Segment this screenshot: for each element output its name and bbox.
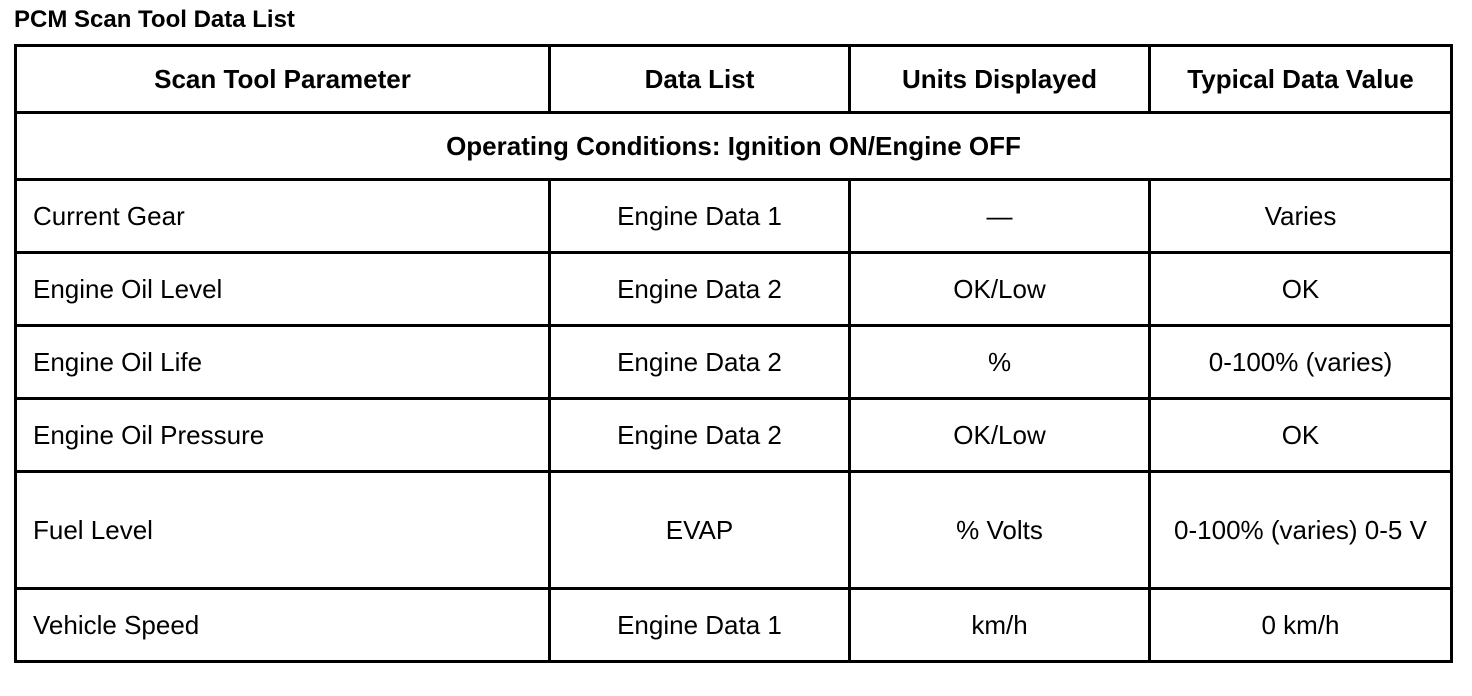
column-header-data-list: Data List (550, 46, 850, 113)
typical-value-cell: 0-100% (varies) 0-5 V (1150, 472, 1452, 589)
column-header-units: Units Displayed (850, 46, 1150, 113)
typical-value-cell: Varies (1150, 180, 1452, 253)
data-list-cell: Engine Data 1 (550, 589, 850, 662)
data-list-cell: Engine Data 1 (550, 180, 850, 253)
units-cell: OK/Low (850, 253, 1150, 326)
parameter-cell: Engine Oil Pressure (16, 399, 550, 472)
data-list-cell: EVAP (550, 472, 850, 589)
data-list-cell: Engine Data 2 (550, 326, 850, 399)
table-row (16, 472, 1452, 589)
typical-value-cell: OK (1150, 253, 1452, 326)
section-row (16, 113, 1452, 180)
operating-conditions-heading: Operating Conditions: Ignition ON/Engine OFF (16, 113, 1452, 180)
typical-value-cell: OK (1150, 399, 1452, 472)
data-list-cell: Engine Data 2 (550, 253, 850, 326)
table-row (16, 180, 1452, 253)
units-cell: % (850, 326, 1150, 399)
parameter-cell: Current Gear (16, 180, 550, 253)
units-cell: OK/Low (850, 399, 1150, 472)
table-row (16, 326, 1452, 399)
parameter-cell: Engine Oil Level (16, 253, 550, 326)
table-row (16, 253, 1452, 326)
data-list-cell: Engine Data 2 (550, 399, 850, 472)
parameter-cell: Engine Oil Life (16, 326, 550, 399)
units-cell: km/h (850, 589, 1150, 662)
column-header-typical-value: Typical Data Value (1150, 46, 1452, 113)
table-row (16, 589, 1452, 662)
table-row (16, 399, 1452, 472)
units-cell: — (850, 180, 1150, 253)
table-header-row (16, 46, 1452, 113)
column-header-parameter: Scan Tool Parameter (16, 46, 550, 113)
typical-value-cell: 0-100% (varies) (1150, 326, 1452, 399)
parameter-cell: Fuel Level (16, 472, 550, 589)
units-cell: % Volts (850, 472, 1150, 589)
parameter-cell: Vehicle Speed (16, 589, 550, 662)
typical-value-cell: 0 km/h (1150, 589, 1452, 662)
document-title: PCM Scan Tool Data List (14, 6, 295, 33)
scan-tool-data-table (14, 44, 1453, 663)
